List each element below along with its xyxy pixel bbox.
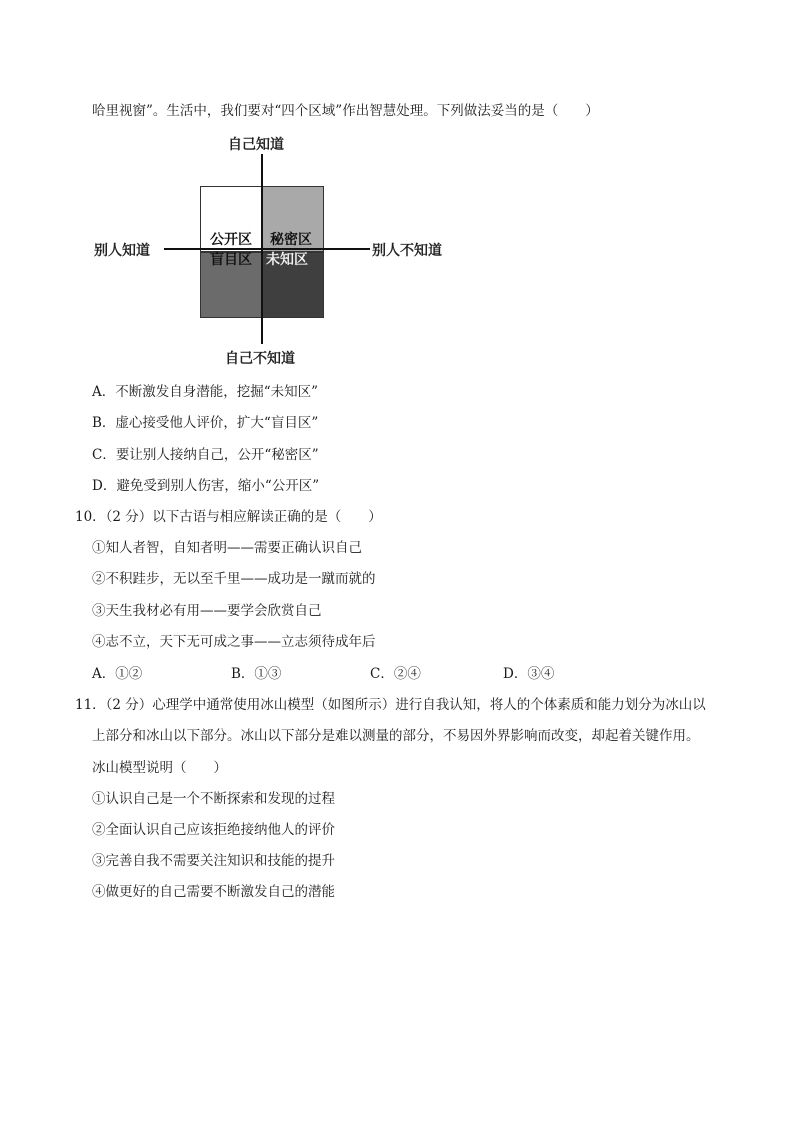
q10-item-3: ③天生我材必有用——要学会欣赏自己 (92, 603, 322, 619)
q10-option-c: C．②④ (370, 666, 421, 682)
q11-stem-line-2: 上部分和冰山以下部分。冰山以下部分是难以测量的部分，不易因外界影响而改变，却起着关键作用。 (92, 728, 700, 744)
question-9-stem-tail: 哈里视窗”。生活中，我们要对“四个区域”作出智慧处理。下列做法妥当的是（ ） (92, 103, 599, 119)
q10-option-a: A．①② (92, 666, 143, 682)
quadrant-label-unknown: 未知区 (266, 252, 308, 268)
q11-stem-line-3: 冰山模型说明（ ） (92, 760, 227, 776)
q10-stem: 10．（2 分）以下古语与相应解读正确的是（ ） (75, 509, 382, 525)
quadrant-label-blind: 盲目区 (210, 252, 252, 268)
q10-option-b: B．①③ (231, 666, 282, 682)
label-self-knows: 自己知道 (228, 137, 284, 153)
q9-option-a: A．不断激发自身潜能，挖掘“未知区” (92, 384, 319, 400)
q11-stem-line-1: 11．（2 分）心理学中通常使用冰山模型（如图所示）进行自我认知，将人的个体素质和能力划分为冰山以 (75, 697, 706, 713)
q11-item-3: ③完善自我不需要关注知识和技能的提升 (92, 853, 335, 869)
q11-item-2: ②全面认识自己应该拒绝接纳他人的评价 (92, 822, 335, 838)
q10-option-d: D．③④ (503, 666, 555, 682)
quadrant-label-open: 公开区 (210, 232, 252, 248)
q10-item-2: ②不积跬步，无以至千里——成功是一蹴而就的 (92, 571, 376, 587)
label-others-not-know: 别人不知道 (372, 243, 442, 259)
q10-item-4: ④志不立，天下无可成之事——立志须待成年后 (92, 634, 376, 650)
johari-window-diagram (90, 128, 470, 378)
q10-item-1: ①知人者智，自知者明——需要正确认识自己 (92, 540, 362, 556)
q9-option-d: D．避免受到别人伤害，缩小“公开区” (92, 478, 320, 494)
q11-item-4: ④做更好的自己需要不断激发自己的潜能 (92, 884, 335, 900)
quadrant-label-hidden: 秘密区 (270, 232, 312, 248)
q9-option-b: B．虚心接受他人评价，扩大“盲目区” (92, 415, 319, 431)
label-others-know: 别人知道 (94, 243, 150, 259)
q9-option-c: C．要让别人接纳自己，公开“秘密区” (92, 447, 319, 463)
label-self-not-knows: 自己不知道 (225, 351, 295, 367)
q11-item-1: ①认识自己是一个不断探索和发现的过程 (92, 791, 335, 807)
